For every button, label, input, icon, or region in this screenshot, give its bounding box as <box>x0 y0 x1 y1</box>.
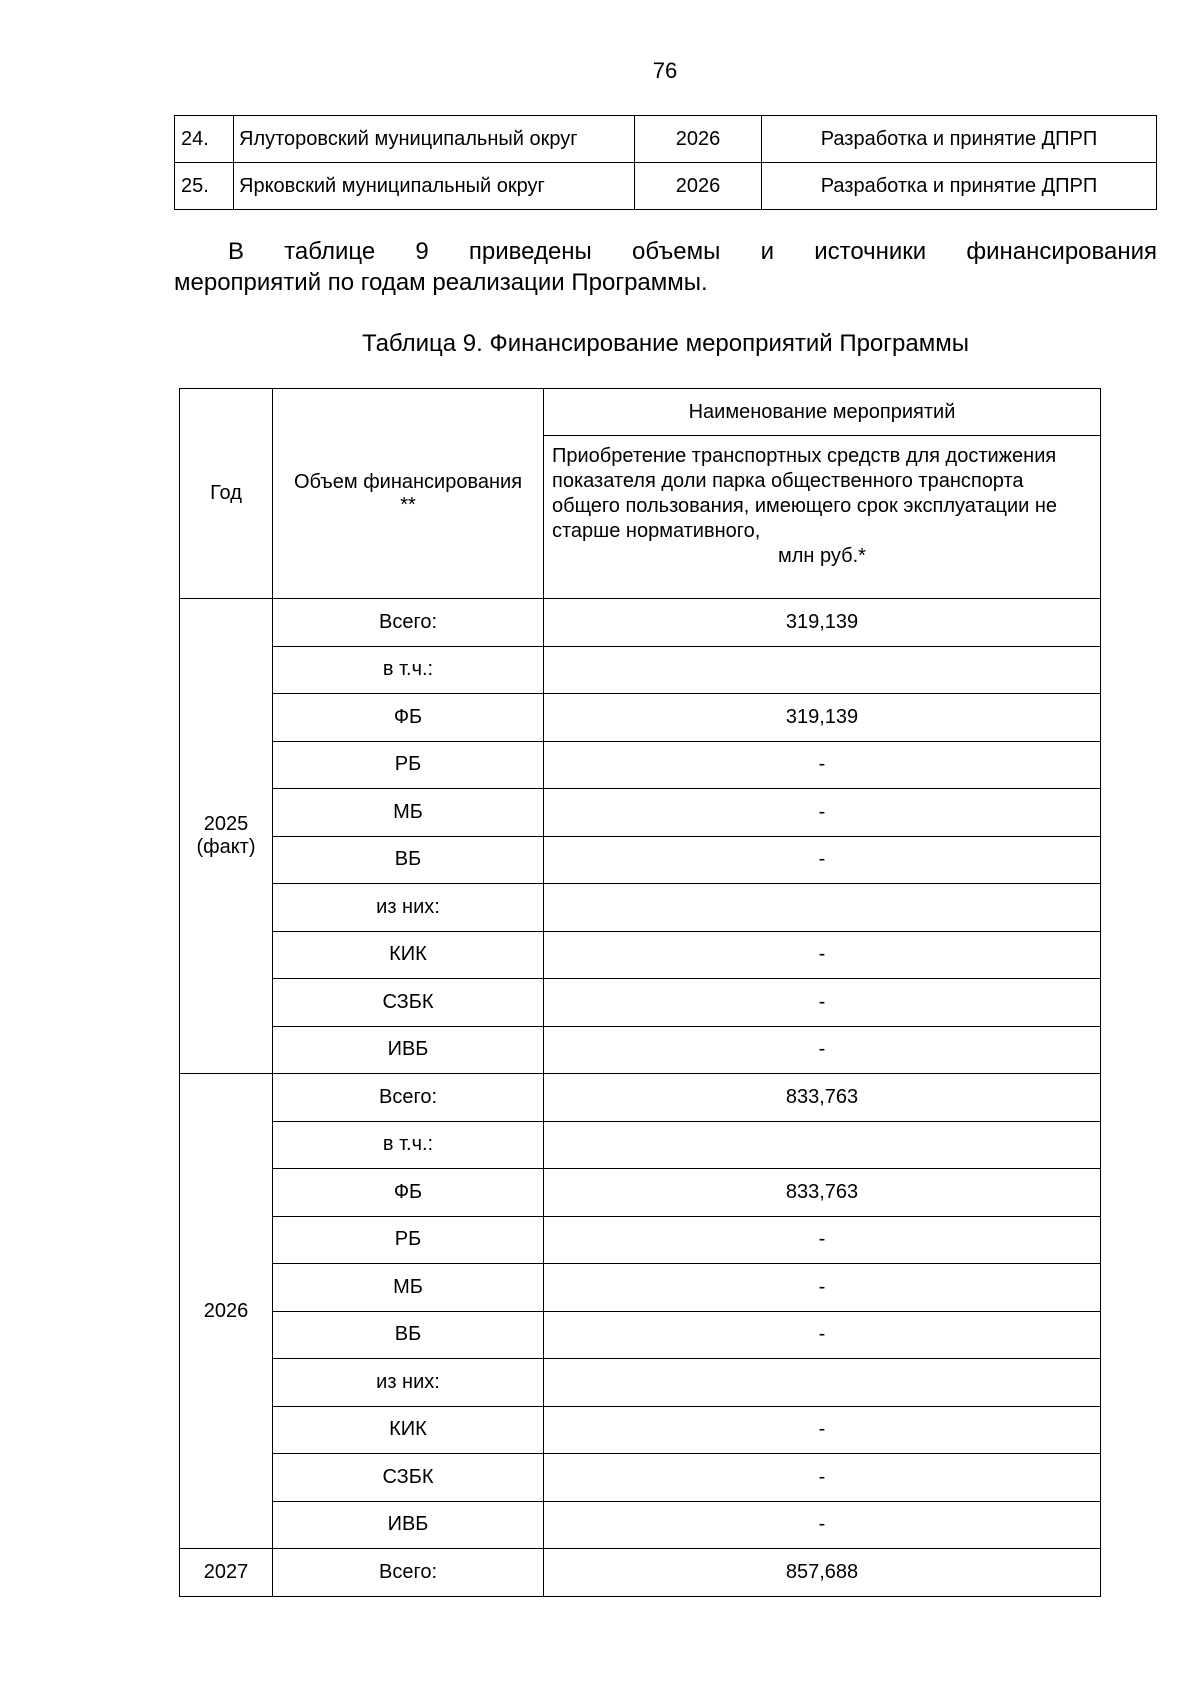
header-volume-note: ** <box>400 493 416 516</box>
table-row <box>180 694 1101 742</box>
table-row <box>180 836 1101 884</box>
header-row <box>180 389 1101 436</box>
funding-value: 833,763 <box>544 1169 1101 1217</box>
row-number: 25. <box>175 163 234 210</box>
row-action: Разработка и принятие ДПРП <box>762 163 1157 210</box>
funding-source-label: из них: <box>273 884 544 932</box>
header-activities: Наименование мероприятий <box>544 389 1101 436</box>
table-row <box>180 741 1101 789</box>
year-cell <box>180 599 273 1074</box>
funding-value: - <box>544 1406 1101 1454</box>
table-row <box>180 1121 1101 1169</box>
funding-value: - <box>544 741 1101 789</box>
funding-value: - <box>544 836 1101 884</box>
table-row <box>180 1406 1101 1454</box>
funding-source-label: КИК <box>273 1406 544 1454</box>
table-row <box>180 1549 1101 1597</box>
funding-source-label: из них: <box>273 1359 544 1407</box>
funding-value: - <box>544 1264 1101 1312</box>
funding-value: - <box>544 1501 1101 1549</box>
funding-source-label: в т.ч.: <box>273 1121 544 1169</box>
municipality-name: Ялуторовский муниципальный округ <box>234 116 635 163</box>
table-row <box>175 116 1157 163</box>
funding-value <box>544 884 1101 932</box>
header-volume-label: Объем финансирования <box>293 470 523 493</box>
funding-source-label: ВБ <box>273 1311 544 1359</box>
funding-source-label: МБ <box>273 789 544 837</box>
funding-source-label: ВБ <box>273 836 544 884</box>
table-row <box>180 1501 1101 1549</box>
funding-source-label: РБ <box>273 741 544 789</box>
header-volume <box>273 389 544 599</box>
table-row <box>180 1359 1101 1407</box>
funding-source-label: Всего: <box>273 599 544 647</box>
funding-source-label: в т.ч.: <box>273 646 544 694</box>
table-caption: Таблица 9. Финансирование мероприятий Программы <box>362 330 969 357</box>
table-row <box>180 1264 1101 1312</box>
row-action: Разработка и принятие ДПРП <box>762 116 1157 163</box>
table-row <box>180 1216 1101 1264</box>
funding-source-label: КИК <box>273 931 544 979</box>
funding-source-label: РБ <box>273 1216 544 1264</box>
year-cell <box>180 1549 273 1597</box>
funding-value: - <box>544 1311 1101 1359</box>
year-value: 2026 <box>203 1299 249 1322</box>
table-row <box>180 599 1101 647</box>
funding-source-label: ИВБ <box>273 1501 544 1549</box>
table-row <box>180 931 1101 979</box>
funding-source-label: СЗБК <box>273 1454 544 1502</box>
header-activity-description <box>544 436 1101 599</box>
funding-source-label: СЗБК <box>273 979 544 1027</box>
funding-value <box>544 1121 1101 1169</box>
funding-value <box>544 1359 1101 1407</box>
funding-source-label: ФБ <box>273 1169 544 1217</box>
table-row <box>180 1454 1101 1502</box>
row-number: 24. <box>175 116 234 163</box>
funding-source-label: ИВБ <box>273 1026 544 1074</box>
table-row <box>175 163 1157 210</box>
table-row <box>180 1311 1101 1359</box>
funding-value: - <box>544 1454 1101 1502</box>
table-row <box>180 646 1101 694</box>
year-note: (факт) <box>196 836 256 858</box>
year-value: 2025 <box>203 813 249 835</box>
funding-value: - <box>544 979 1101 1027</box>
table-row <box>180 979 1101 1027</box>
funding-source-label: Всего: <box>273 1074 544 1122</box>
table-row <box>180 1074 1101 1122</box>
activity-description: Приобретение транспортных средств для достижения показателя доли парка общественного транспорта общего пользования, имеющего срок эксплуатации не старше нормативного, <box>552 445 1058 542</box>
funding-value: 319,139 <box>544 599 1101 647</box>
funding-value <box>544 646 1101 694</box>
table-row <box>180 1169 1101 1217</box>
unit-label: млн руб.* <box>778 545 866 567</box>
year-value: 2027 <box>203 1560 249 1583</box>
funding-value: 319,139 <box>544 694 1101 742</box>
financing-table <box>179 388 1101 1597</box>
funding-value: - <box>544 931 1101 979</box>
funding-source-label: МБ <box>273 1264 544 1312</box>
page-number: 76 <box>652 58 678 83</box>
header-year: Год <box>180 389 273 599</box>
funding-value: 857,688 <box>544 1549 1101 1597</box>
table-row <box>180 884 1101 932</box>
table-row <box>180 1026 1101 1074</box>
funding-value: - <box>544 789 1101 837</box>
intro-paragraph <box>174 236 1157 298</box>
funding-source-label: ФБ <box>273 694 544 742</box>
paragraph-line: В таблице 9 приведены объемы и источники финансирования <box>228 238 1157 265</box>
funding-source-label: Всего: <box>273 1549 544 1597</box>
row-year: 2026 <box>635 163 762 210</box>
table-row <box>180 789 1101 837</box>
municipalities-table <box>174 115 1157 210</box>
funding-value: - <box>544 1026 1101 1074</box>
municipality-name: Ярковский муниципальный округ <box>234 163 635 210</box>
year-cell <box>180 1074 273 1549</box>
funding-value: 833,763 <box>544 1074 1101 1122</box>
paragraph-line: мероприятий по годам реализации Программы. <box>174 269 708 296</box>
row-year: 2026 <box>635 116 762 163</box>
funding-value: - <box>544 1216 1101 1264</box>
